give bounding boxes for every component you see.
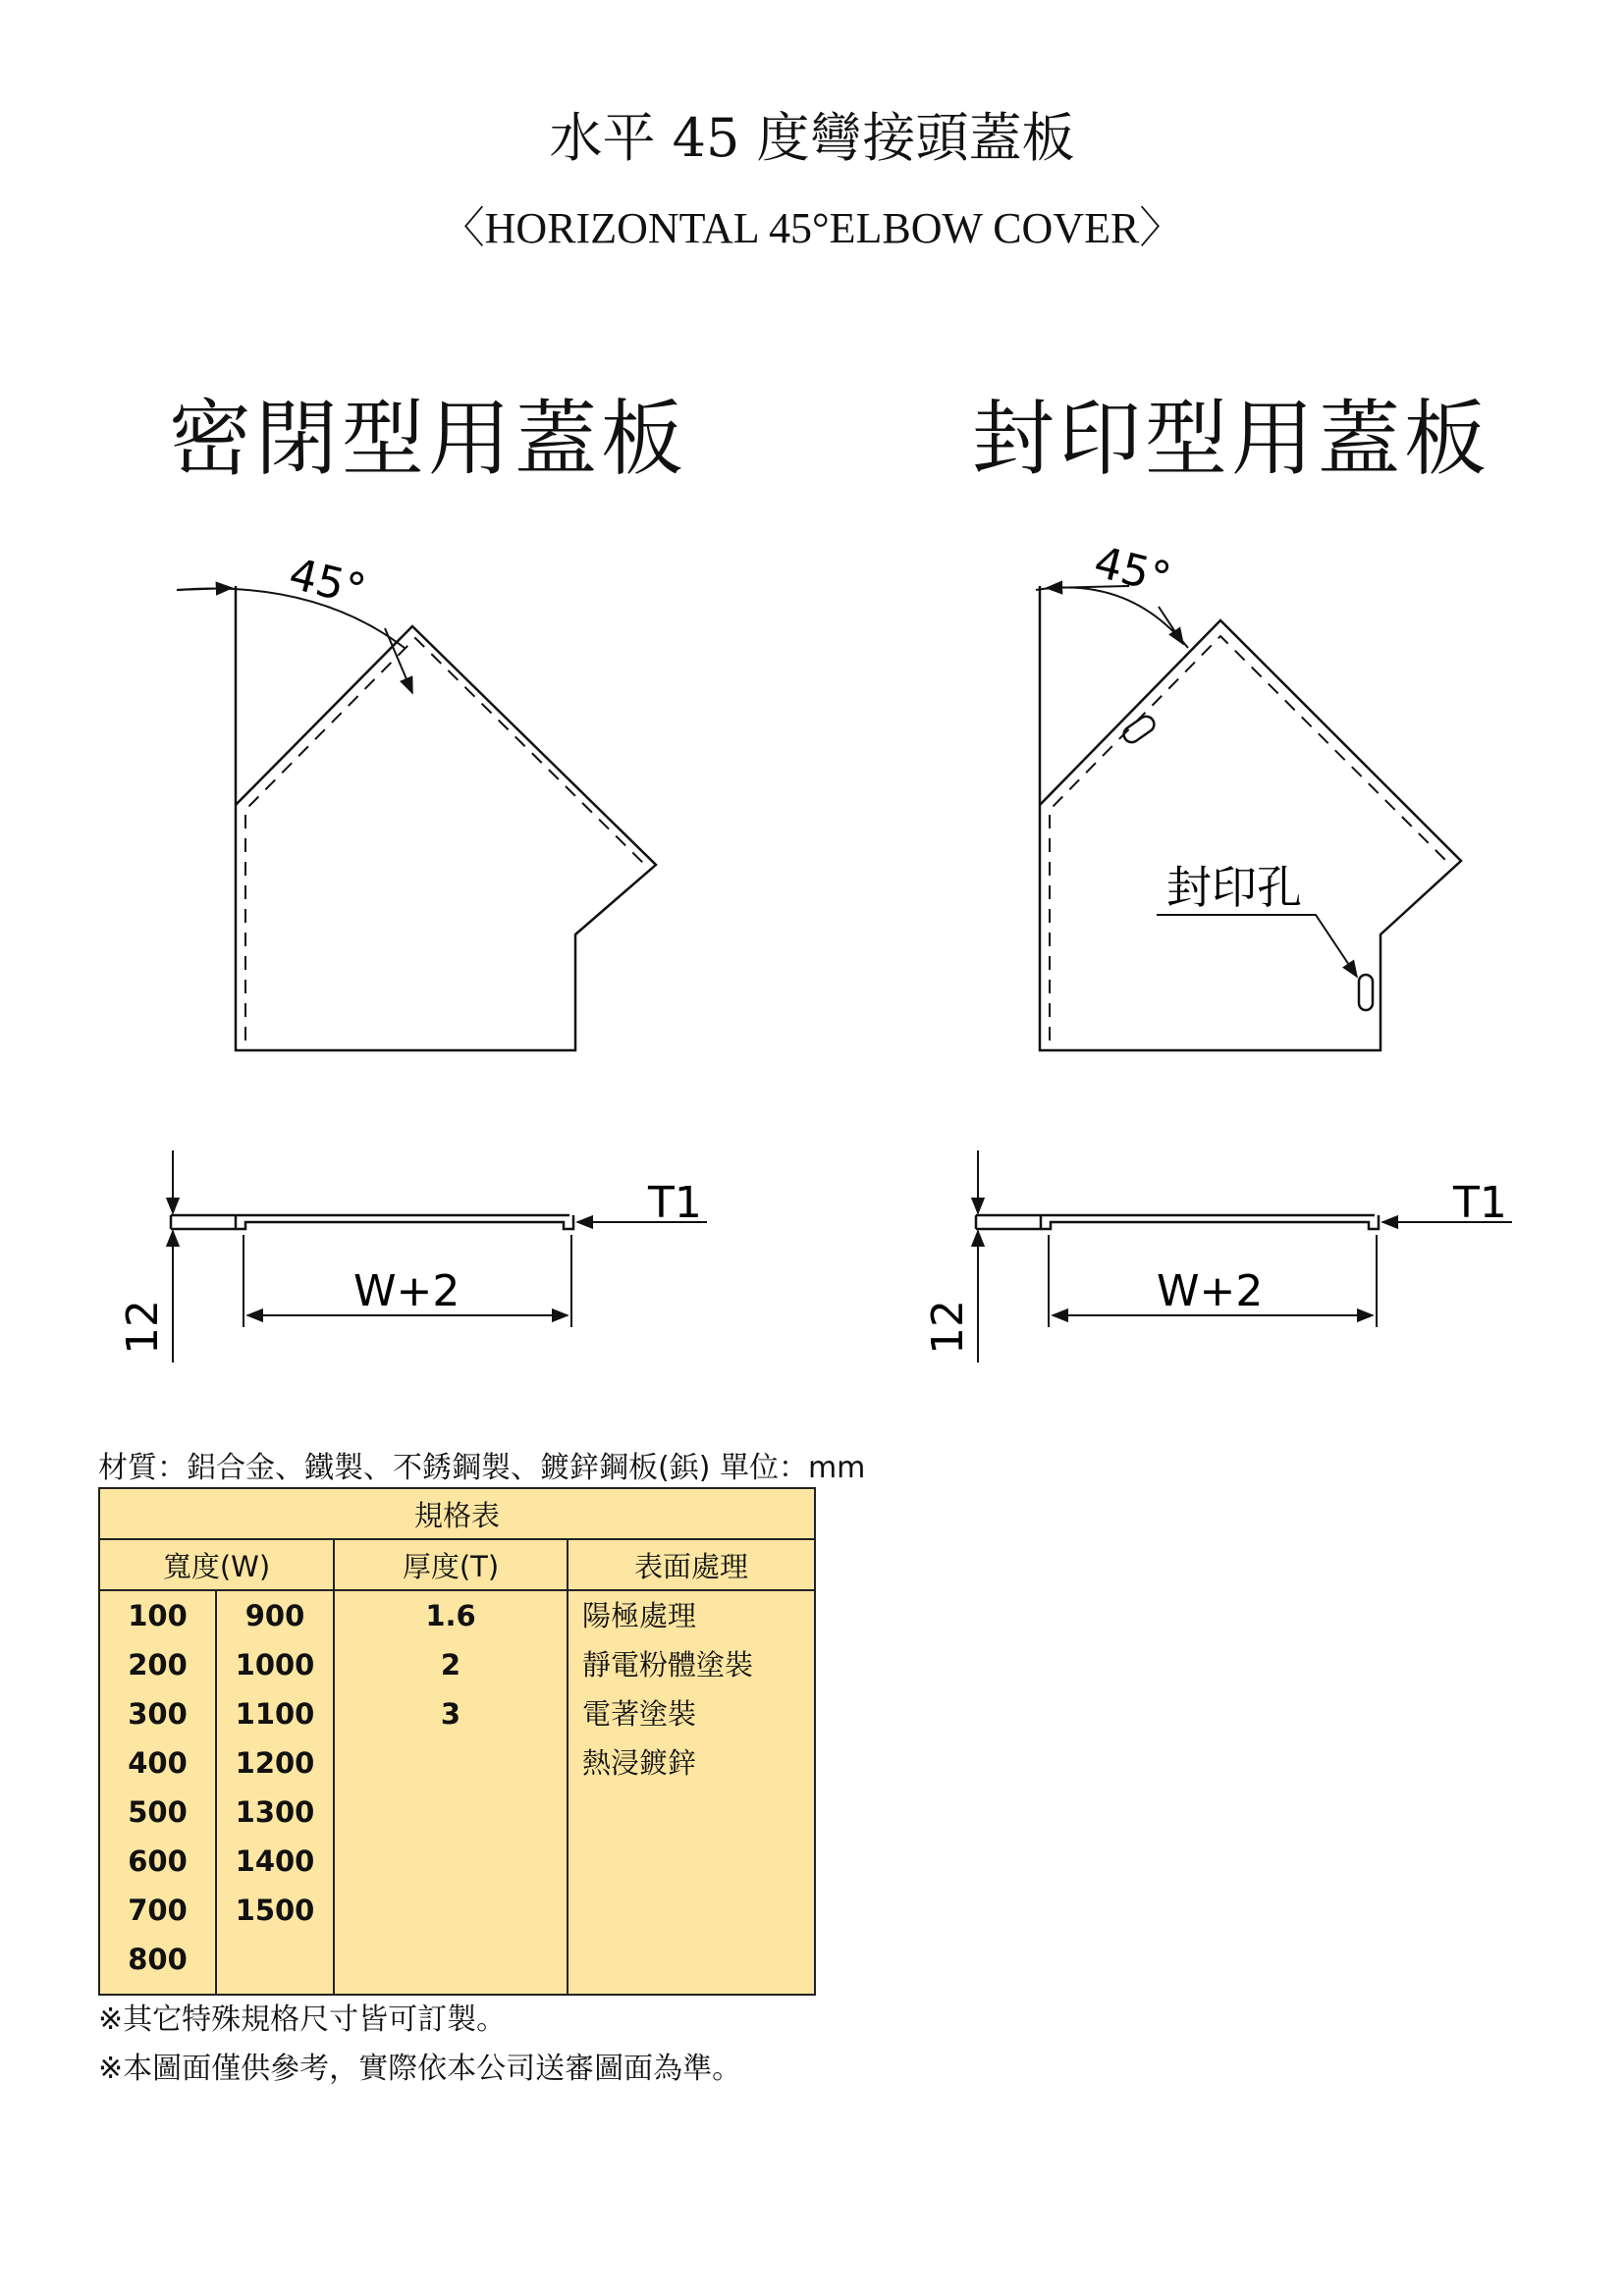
header-width: 寬度(W) xyxy=(99,1539,334,1590)
header-surface: 表面處理 xyxy=(568,1539,815,1590)
right-plan-view xyxy=(1036,586,1461,1050)
surface-value: 靜電粉體塗裝 xyxy=(582,1648,754,1682)
width-column-2 xyxy=(216,1590,334,1995)
width-column-1 xyxy=(99,1590,216,1995)
spec-table xyxy=(98,1487,816,1996)
section-title-seal-type: 封印型用蓋板 xyxy=(972,391,1491,487)
material-line: 材質：鋁合金、鐵製、不銹鋼製、鍍鋅鋼板(鋲) 單位：mm xyxy=(98,1451,866,1485)
surface-value: 電著塗裝 xyxy=(582,1697,697,1731)
right-arc-arrow-b xyxy=(1159,607,1183,644)
seal-hole-leader xyxy=(1157,915,1357,977)
left-arc-arrow-a xyxy=(177,588,232,590)
width-value: 900 xyxy=(244,1599,305,1632)
width-value: 700 xyxy=(128,1894,188,1927)
right-t1-label: T1 xyxy=(1453,1178,1507,1228)
width-value: 800 xyxy=(128,1943,188,1976)
thickness-value: 2 xyxy=(440,1648,461,1682)
width-value: 1100 xyxy=(235,1697,315,1731)
right-angle-label: 45° xyxy=(1089,537,1176,605)
thickness-column xyxy=(334,1590,568,1995)
header-thickness: 厚度(T) xyxy=(334,1539,568,1590)
left-plan-view xyxy=(177,586,656,1050)
page-subtitle: 〈HORIZONTAL 45°ELBOW COVER〉 xyxy=(441,204,1183,252)
right-width-label: W+2 xyxy=(1157,1266,1264,1316)
surface-value: 陽極處理 xyxy=(582,1599,697,1632)
right-outline xyxy=(1040,586,1461,1050)
right-plate-profile xyxy=(1041,1215,1379,1229)
left-width-label: W+2 xyxy=(353,1266,460,1316)
thickness-value: 1.6 xyxy=(425,1599,476,1632)
section-title-sealed: 密閉型用蓋板 xyxy=(169,391,688,487)
left-section-view xyxy=(171,1150,707,1362)
right-hidden-line xyxy=(1050,636,1451,1041)
surface-column xyxy=(568,1590,815,1995)
left-height-label: 12 xyxy=(118,1300,168,1355)
width-value: 400 xyxy=(128,1746,188,1780)
width-value: 1500 xyxy=(235,1894,315,1927)
left-t1-label: T1 xyxy=(648,1178,702,1228)
width-value: 600 xyxy=(128,1844,188,1878)
seal-hole-label: 封印孔 xyxy=(1166,861,1302,914)
width-value: 1300 xyxy=(235,1795,315,1829)
right-height-label: 12 xyxy=(923,1300,973,1355)
left-hidden-line xyxy=(245,638,646,1041)
page-title: 水平 45 度彎接頭蓋板 xyxy=(549,107,1075,169)
left-arc-arrow-b xyxy=(385,628,412,693)
left-plate-profile xyxy=(236,1215,573,1229)
width-value: 300 xyxy=(128,1697,188,1731)
note-custom-sizes: ※其它特殊規格尺寸皆可訂製。 xyxy=(98,2002,507,2037)
width-value: 1000 xyxy=(235,1648,315,1682)
surface-value: 熱浸鍍鋅 xyxy=(582,1746,697,1780)
width-value: 200 xyxy=(128,1648,188,1682)
thickness-value: 3 xyxy=(440,1697,461,1731)
right-section-view xyxy=(976,1150,1512,1362)
note-reference-only: ※本圖面僅供參考，實際依本公司送審圖面為準。 xyxy=(98,2052,742,2086)
spec-table-caption: 規格表 xyxy=(99,1488,815,1539)
width-value: 1400 xyxy=(235,1844,315,1878)
width-value: 100 xyxy=(128,1599,188,1632)
width-value: 500 xyxy=(128,1795,188,1829)
left-angle-label: 45° xyxy=(284,549,371,616)
width-value: 1200 xyxy=(235,1746,315,1780)
left-outline xyxy=(236,586,656,1050)
seal-slot-lower xyxy=(1359,975,1373,1010)
